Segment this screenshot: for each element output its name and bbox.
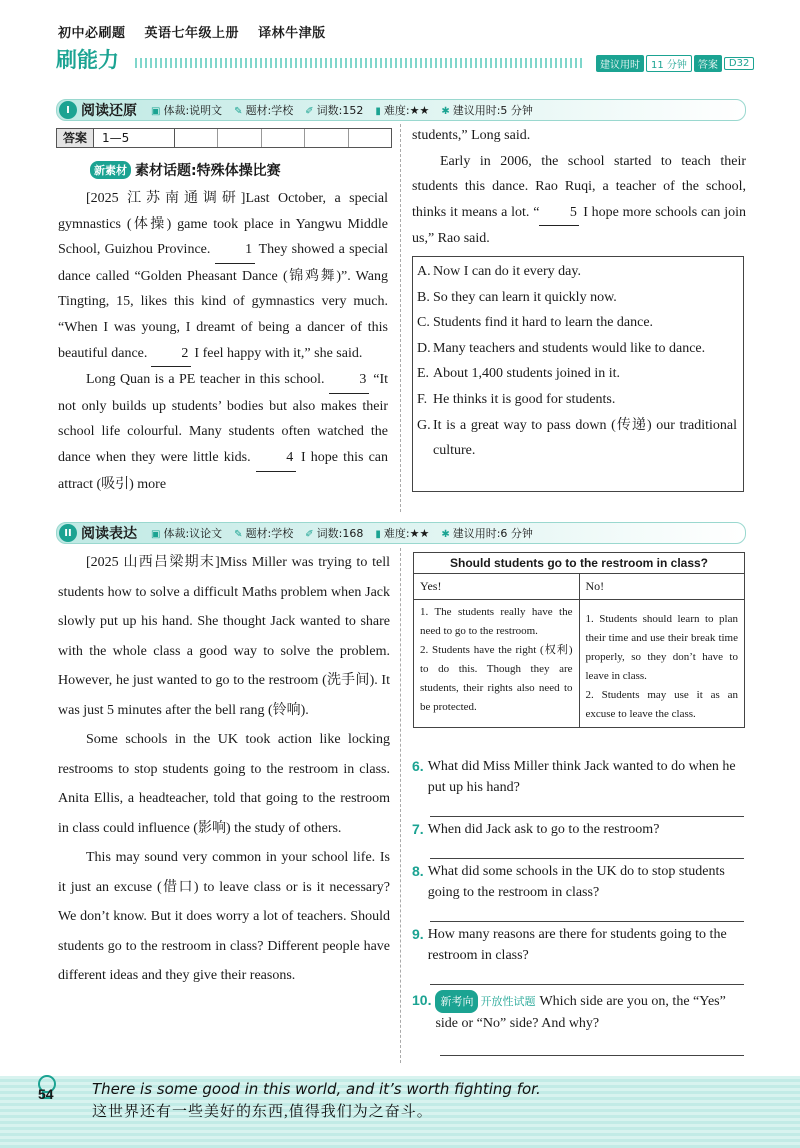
pen-icon: ✎ [234, 529, 243, 540]
section2-genre: 体裁:议论文 [163, 527, 223, 540]
yes-header: Yes! [414, 574, 580, 600]
answer-cell[interactable] [305, 129, 348, 147]
section2-difficulty: 难度:★★ [383, 527, 430, 540]
option-item: A. Now I can do it every day. [417, 264, 581, 279]
answer-line-9[interactable] [430, 983, 744, 985]
difficulty-icon: ▮ [375, 529, 381, 540]
answer-label: 答案 [694, 55, 722, 72]
book-icon: ▣ [151, 106, 161, 117]
option-item: G. It is a great way to pass down (传递) our traditional culture. [417, 417, 737, 459]
option-item: B. So they can learn it quickly now. [417, 289, 617, 305]
word-count-icon: ✐ [305, 529, 314, 540]
material-title: 素材话题:特殊体操比赛 [135, 163, 281, 179]
section2-topic: 题材:学校 [245, 527, 294, 540]
column-divider [400, 548, 401, 1063]
answer-page: D32 [724, 57, 754, 70]
answer-line-7[interactable] [430, 857, 744, 859]
answer-line-8[interactable] [430, 920, 744, 922]
section1-bar [56, 99, 746, 121]
question-9: 9. How many reasons are there for students going to the restroom in class? [412, 926, 727, 963]
subject-name: 英语七年级上册 [144, 26, 240, 41]
clock-icon: ✱ [441, 529, 450, 540]
passage1-paragraph: Long Quan is a PE teacher in this school. 3 “It not only builds up students’ bodies but also makes their school life colourful. Many students often watched the dance when they were little kids. 4 I hope this can attract (吸引) more [58, 367, 388, 497]
answer-strip [56, 128, 392, 148]
new-direction-badge: 新考向 [435, 990, 478, 1013]
section1-title: 阅读还原 [81, 103, 137, 119]
passage2-paragraph: This may sound very common in your school life. Is it just an excuse (借口) to leave class or is it necessary? We don’t know. But it does worry a lot of teachers. Should students go to the restroom in class? Different people have different ideas and they give their reasons. [58, 850, 390, 983]
passage1-right [412, 123, 746, 252]
new-material-badge: 新素材 [90, 161, 131, 179]
option-item: C. Students find it hard to learn the dance. [417, 315, 654, 331]
header-hatch-decoration [135, 58, 585, 68]
answer-line-10[interactable] [440, 1054, 744, 1056]
section1-words: 词数:152 [316, 104, 364, 117]
pen-icon: ✎ [234, 106, 243, 117]
section2-number: II [59, 524, 77, 542]
time-label: 建议用时 [596, 55, 644, 72]
motto-chinese: 这世界还有一些美好的东西,值得我们为之奋斗。 [92, 1104, 433, 1120]
table-title: Should students go to the restroom in class? [414, 553, 745, 574]
blank-5[interactable]: 5 [539, 200, 579, 227]
book-header [58, 22, 340, 41]
section2-words: 词数:168 [316, 527, 364, 540]
page-number: 54 [38, 1086, 54, 1102]
passage1-paragraph: Early in 2006, the school started to teach their students this dance. Rao Ruqi, a teacher of the school, thinks it means a lot. “ 5 I hope more schools can join us,” Rao said. [412, 153, 746, 247]
no-reasons: 1. Students should learn to plan their time and use their break time properly, so they don’t have to leave in class. 2. Students may use it as an excuse to leave the class. [579, 600, 745, 728]
answer-cell[interactable] [349, 129, 391, 147]
passage2 [58, 548, 390, 991]
brand-title: 刷能力 [56, 48, 119, 72]
section2-time: 建议用时:6 分钟 [452, 527, 533, 540]
question-8: 8. What did some schools in the UK do to stop students going to the restroom in class? [412, 863, 725, 900]
passage2-paragraph: [2025 山西吕梁期末]Miss Miller was trying to tell students how to solve a difficult Maths problem when Jack slowly put up his hand. She thought Jack wanted to share with the whole class a good way to solve the problem. However, he just wanted to go to the restroom (洗手间). It was just 5 minutes after the bell rang (铃响). [58, 555, 390, 718]
blank-3[interactable]: 3 [329, 367, 369, 394]
option-item: E. About 1,400 students joined in it. [417, 366, 621, 382]
clock-icon: ✱ [441, 106, 450, 117]
answer-line-6[interactable] [430, 815, 744, 817]
section1-difficulty: 难度:★★ [383, 104, 430, 117]
option-item: D. Many teachers and students would like to dance. [417, 340, 706, 356]
answer-cell[interactable] [175, 129, 218, 147]
answer-cell[interactable] [218, 129, 261, 147]
answer-strip-label: 答案 [57, 129, 94, 147]
material-heading [90, 160, 281, 180]
answer-strip-range: 1—5 [94, 129, 175, 147]
answer-cell[interactable] [262, 129, 305, 147]
question-10: 10. 新考向 开放性试题 Which side are you on, the “Yes” side or “No” side? And why? [412, 992, 726, 1031]
edition-name: 译林牛津版 [258, 26, 326, 41]
blank-2[interactable]: 2 [151, 341, 191, 368]
column-divider [400, 124, 401, 512]
section1-time: 建议用时:5 分钟 [452, 104, 533, 117]
passage2-paragraph: Some schools in the UK took action like locking restrooms to stop students going to the restroom in class. Anita Ellis, a headteacher, told that going to the restroom in class could influence (影响) the study of others. [58, 732, 390, 836]
blank-4[interactable]: 4 [256, 445, 296, 472]
passage1-continuation: students,” Long said. [412, 128, 531, 143]
passage1-paragraph: [2025 江苏南通调研]Last October, a special gymnastics (体操) game took place in Yangwu Middle School, Guizhou Province. 1 They showed a special dance called “Golden Pheasant Dance (锦鸡舞)”. Wang Tingting, 15, likes this kind of gymnastics very much. “When I was young, I dreamt of being a dancer of this beautiful dance. 2 I feel happy with it,” she said. [58, 186, 388, 367]
word-count-icon: ✐ [305, 106, 314, 117]
question-6: 6. What did Miss Miller think Jack wanted to do when he put up his hand? [412, 758, 736, 795]
series-name: 初中必刷题 [58, 26, 126, 41]
section2-bar [56, 522, 746, 544]
options-box [412, 256, 744, 492]
opinion-table [413, 552, 745, 728]
time-value: 11 分钟 [646, 55, 692, 72]
motto-english: There is some good in this world, and it’s worth fighting for. [92, 1080, 541, 1098]
section1-number: I [59, 101, 77, 119]
passage1-left [58, 186, 388, 497]
yes-reasons: 1. The students really have the need to go to the restroom. 2. Students have the right (权利) to do this. Though they are students, their rights also need to be protected. [414, 600, 580, 728]
section2-title: 阅读表达 [81, 526, 137, 542]
blank-1[interactable]: 1 [215, 237, 255, 264]
difficulty-icon: ▮ [375, 106, 381, 117]
suggested-time-box [596, 55, 754, 72]
open-question-tag: 开放性试题 [480, 995, 536, 1008]
section1-genre: 体裁:说明文 [163, 104, 223, 117]
book-icon: ▣ [151, 529, 161, 540]
section1-topic: 题材:学校 [245, 104, 294, 117]
no-header: No! [579, 574, 745, 600]
option-item: F. He thinks it is good for students. [417, 391, 616, 407]
question-7: 7. When did Jack ask to go to the restroom? [412, 821, 660, 837]
